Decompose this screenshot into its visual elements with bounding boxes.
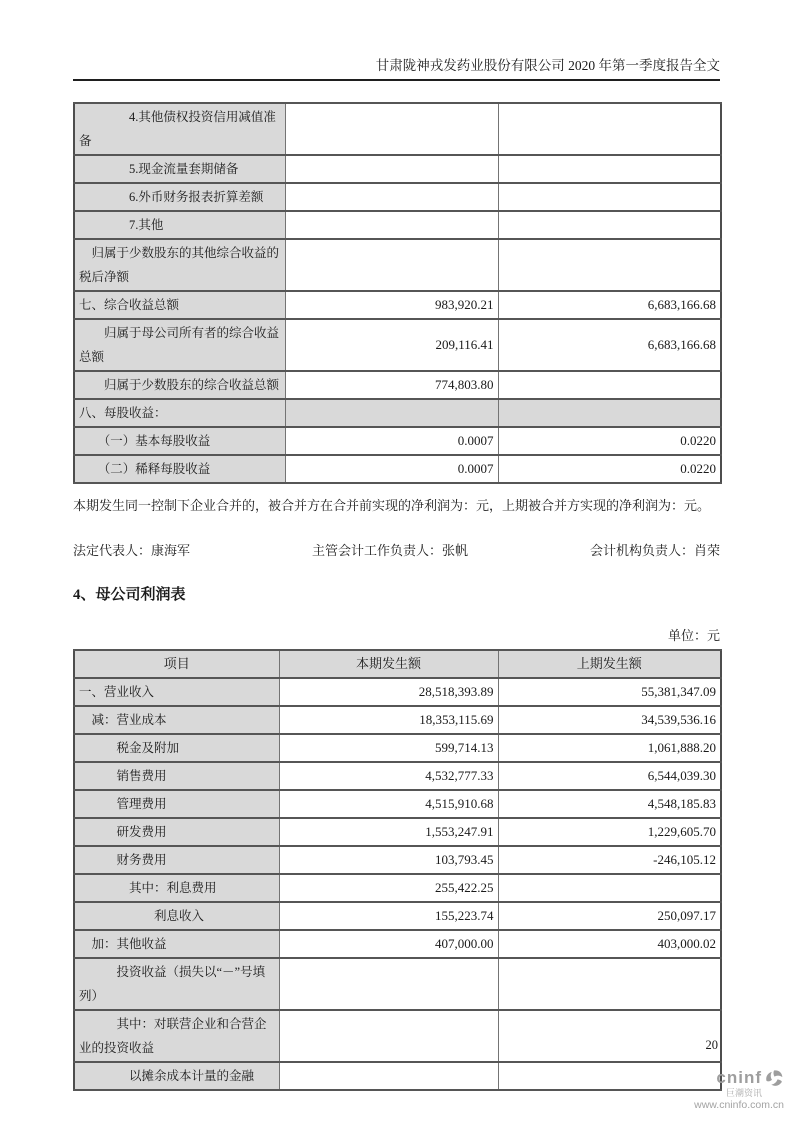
table-row: [74, 183, 721, 211]
prior-period-value: 0.0220: [498, 427, 721, 455]
row-label: 5.现金流量套期储备: [74, 155, 285, 183]
prior-period-value: 55,381,347.09: [498, 678, 721, 706]
current-period-value: 407,000.00: [279, 930, 498, 958]
prior-period-value: 34,539,536.16: [498, 706, 721, 734]
current-period-value: 599,714.13: [279, 734, 498, 762]
current-period-value: 155,223.74: [279, 902, 498, 930]
legal-representative: 法定代表人：康海军: [73, 543, 191, 558]
column-header-current-period: 本期发生额: [279, 650, 498, 678]
current-period-value: [285, 183, 498, 211]
prior-period-value: 250,097.17: [498, 902, 721, 930]
column-header-item: 项目: [74, 650, 279, 678]
cninfo-url: www.cninfo.com.cn: [694, 1098, 784, 1111]
table-row: [74, 958, 721, 1010]
section-title: 4、母公司利润表: [73, 587, 186, 603]
current-period-value: 255,422.25: [279, 874, 498, 902]
prior-period-value: [498, 239, 721, 291]
row-label: 投资收益（损失以“－”号填列）: [74, 958, 279, 1010]
current-period-value: 4,532,777.33: [279, 762, 498, 790]
prior-period-value: [498, 399, 721, 427]
prior-period-value: [498, 155, 721, 183]
comprehensive-income-table: [73, 102, 722, 484]
table-row: [74, 762, 721, 790]
row-label: 研发费用: [74, 818, 279, 846]
page-number: 20: [705, 1038, 718, 1052]
current-period-value: 0.0007: [285, 455, 498, 483]
row-label: （一）基本每股收益: [74, 427, 285, 455]
running-header: [73, 0, 720, 81]
table-row: [74, 103, 721, 155]
current-period-value: [279, 958, 498, 1010]
row-label: 销售费用: [74, 762, 279, 790]
unit-label: 单位：元: [667, 628, 720, 643]
table-row: [74, 902, 721, 930]
prior-period-value: [498, 1062, 721, 1090]
accounting-dept-head: 会计机构负责人：肖荣: [589, 543, 720, 558]
prior-period-value: [498, 103, 721, 155]
parent-company-income-statement-table: [73, 649, 722, 1091]
current-period-value: 103,793.45: [279, 846, 498, 874]
cninfo-brand-row: [694, 1068, 784, 1088]
signatories-row: [73, 540, 720, 559]
table-row: [74, 1010, 721, 1062]
table-row: [74, 1062, 721, 1090]
row-label: 利息收入: [74, 902, 279, 930]
current-period-value: [285, 239, 498, 291]
row-label: 以摊余成本计量的金融: [74, 1062, 279, 1090]
table-row: [74, 790, 721, 818]
row-label: 归属于少数股东的其他综合收益的税后净额: [74, 239, 285, 291]
row-label: 其中：对联营企业和合营企业的投资收益: [74, 1010, 279, 1062]
table-row: [74, 930, 721, 958]
prior-period-value: 4,548,185.83: [498, 790, 721, 818]
row-label: 4.其他债权投资信用减值准备: [74, 103, 285, 155]
page-content: [73, 102, 720, 1091]
cninfo-watermark: [694, 1068, 784, 1111]
current-period-value: [285, 211, 498, 239]
prior-period-value: [498, 183, 721, 211]
current-period-value: [285, 155, 498, 183]
prior-period-value: 6,683,166.68: [498, 291, 721, 319]
report-title: 甘肃陇神戎发药业股份有限公司 2020 年第一季度报告全文: [375, 58, 720, 73]
current-period-value: 1,553,247.91: [279, 818, 498, 846]
row-label: 一、营业收入: [74, 678, 279, 706]
row-label: 7.其他: [74, 211, 285, 239]
table-row: [74, 427, 721, 455]
row-label: 6.外币财务报表折算差额: [74, 183, 285, 211]
table-row: [74, 874, 721, 902]
current-period-value: [279, 1010, 498, 1062]
row-label: 减：营业成本: [74, 706, 279, 734]
prior-period-value: [498, 371, 721, 399]
table-row: [74, 455, 721, 483]
table-row: [74, 291, 721, 319]
prior-period-value: 403,000.02: [498, 930, 721, 958]
table-row: [74, 846, 721, 874]
row-label: 七、综合收益总额: [74, 291, 285, 319]
table-row: [74, 706, 721, 734]
chief-accountant: 主管会计工作负责人：张帆: [311, 543, 468, 558]
prior-period-value: [498, 874, 721, 902]
table-row: [74, 371, 721, 399]
current-period-value: 209,116.41: [285, 319, 498, 371]
cninfo-chinese-name: 巨潮资讯: [725, 1087, 762, 1098]
table-row: [74, 239, 721, 291]
current-period-value: 983,920.21: [285, 291, 498, 319]
current-period-value: [285, 103, 498, 155]
prior-period-value: 6,544,039.30: [498, 762, 721, 790]
current-period-value: 4,515,910.68: [279, 790, 498, 818]
current-period-value: [279, 1062, 498, 1090]
row-label: 加：其他收益: [74, 930, 279, 958]
merger-note: 本期发生同一控制下企业合并的，被合并方在合并前实现的净利润为：元，上期被合并方实现的净利润为：元。: [73, 498, 711, 513]
prior-period-value: [498, 211, 721, 239]
current-period-value: 774,803.80: [285, 371, 498, 399]
current-period-value: 28,518,393.89: [279, 678, 498, 706]
table-row: [74, 155, 721, 183]
column-header-prior-period: 上期发生额: [498, 650, 721, 678]
row-label: 管理费用: [74, 790, 279, 818]
row-label: 其中：利息费用: [74, 874, 279, 902]
current-period-value: 0.0007: [285, 427, 498, 455]
row-label: 八、每股收益：: [74, 399, 285, 427]
current-period-value: [285, 399, 498, 427]
current-period-value: 18,353,115.69: [279, 706, 498, 734]
table-row: [74, 734, 721, 762]
prior-period-value: 0.0220: [498, 455, 721, 483]
row-label: 财务费用: [74, 846, 279, 874]
prior-period-value: -246,105.12: [498, 846, 721, 874]
prior-period-value: [498, 1010, 721, 1062]
cninfo-brand-text: cninf: [716, 1067, 762, 1087]
table-row: [74, 818, 721, 846]
row-label: 税金及附加: [74, 734, 279, 762]
row-label: 归属于少数股东的综合收益总额: [74, 371, 285, 399]
table-row: [74, 399, 721, 427]
prior-period-value: 6,683,166.68: [498, 319, 721, 371]
row-label: （二）稀释每股收益: [74, 455, 285, 483]
table-header-row: [74, 650, 721, 678]
table-row: [74, 211, 721, 239]
cninfo-logo-icon: [764, 1068, 784, 1088]
row-label: 归属于母公司所有者的综合收益总额: [74, 319, 285, 371]
table-row: [74, 678, 721, 706]
table-row: [74, 319, 721, 371]
prior-period-value: 1,061,888.20: [498, 734, 721, 762]
prior-period-value: [498, 958, 721, 1010]
prior-period-value: 1,229,605.70: [498, 818, 721, 846]
